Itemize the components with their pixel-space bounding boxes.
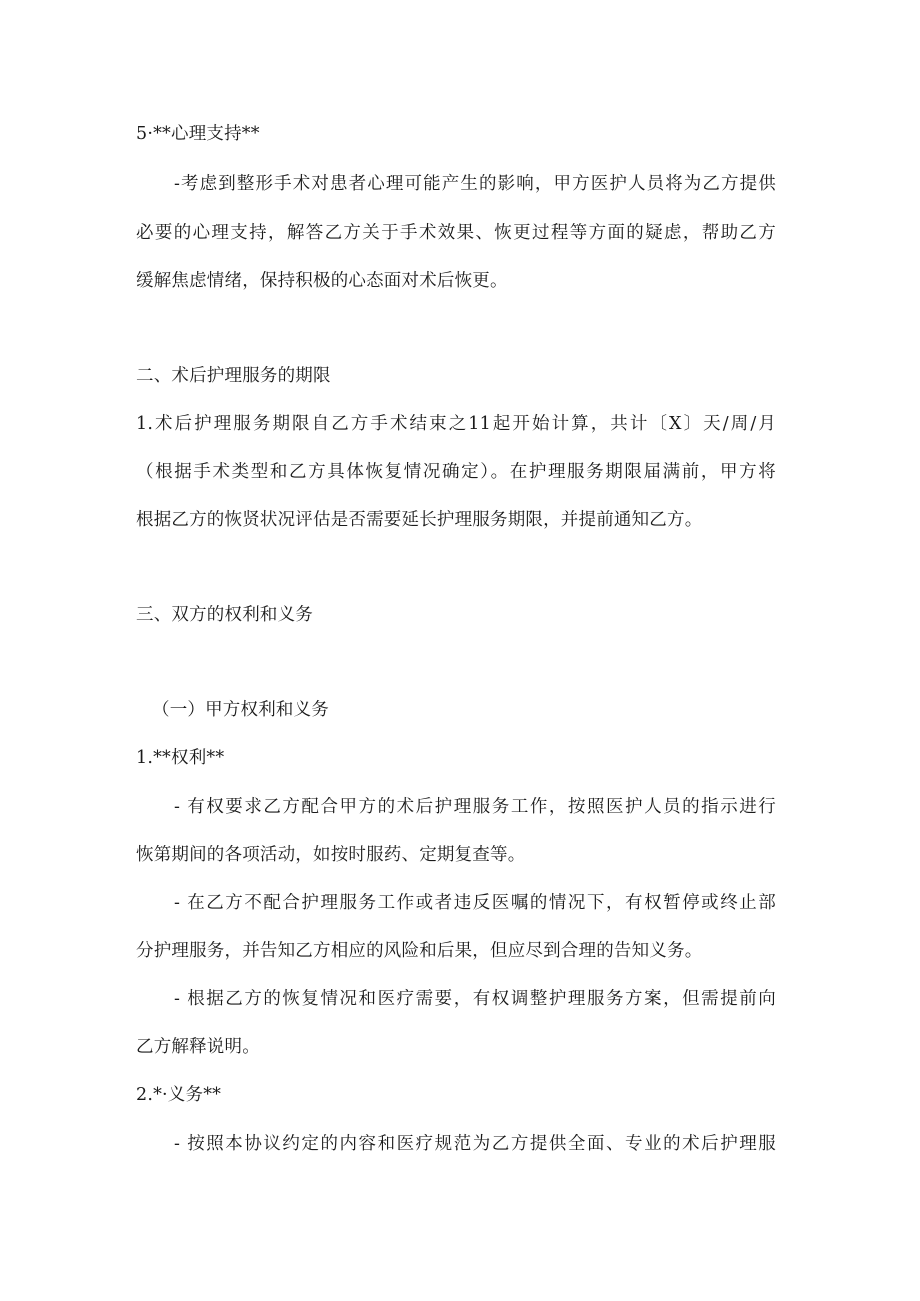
paragraph-line: 根据乙方的恢贤状况评估是否需要延长护理服务期限，并提前通知乙方。 (136, 510, 703, 530)
paragraph-line: 缓解焦虑情绪，保持积极的心态面对术后恢更。 (136, 271, 508, 291)
paragraph-line: 分护理服务，并告知乙方相应的风险和后果，但应尽到合理的告知义务。 (136, 941, 703, 961)
subsection-heading-party-a: （一）甲方权利和义务 (152, 700, 329, 720)
section-heading-service-period: 二、术后护理服务的期限 (136, 366, 331, 386)
paragraph-line: - 根据乙方的恢复情况和医疗需要，有权调整护理服务方案，但需提前向 (174, 989, 776, 1009)
paragraph-line: 1.术后护理服务期限自乙方手术结束之11起开始计算，共计〔X〕天/周/月 (136, 414, 776, 434)
paragraph-line: -考虑到整形手术对患者心理可能产生的影响，甲方医护人员将为乙方提供 (174, 174, 776, 194)
paragraph-line: 恢第期间的各项活动，如按时服药、定期复查等。 (136, 845, 526, 865)
paragraph-line: - 有权要求乙方配合甲方的术后护理服务工作，按照医护人员的指示进行 (174, 797, 776, 817)
paragraph-line: - 按照本协议约定的内容和医疗规范为乙方提供全面、专业的术后护理服 (174, 1134, 776, 1154)
paragraph-line: - 在乙方不配合护理服务工作或者违反医嘱的情况下，有权暂停或终止部 (174, 893, 776, 913)
paragraph-line: （根据手术类型和乙方具体恢复情况确定）。在护理服务期限届满前，甲方将 (136, 462, 776, 482)
paragraph-line: 必要的心理支持，解答乙方关于手术效果、恢更过程等方面的疑虑，帮助乙方 (136, 223, 776, 243)
section-heading-psychological-support: 5·**心理支持** (136, 124, 260, 144)
item-heading-obligations: 2.*·义务** (136, 1085, 222, 1105)
paragraph-line: 乙方解释说明。 (136, 1037, 260, 1057)
section-heading-rights-obligations: 三、双方的权利和义务 (136, 605, 313, 625)
item-heading-rights: 1.**权利** (136, 748, 225, 768)
